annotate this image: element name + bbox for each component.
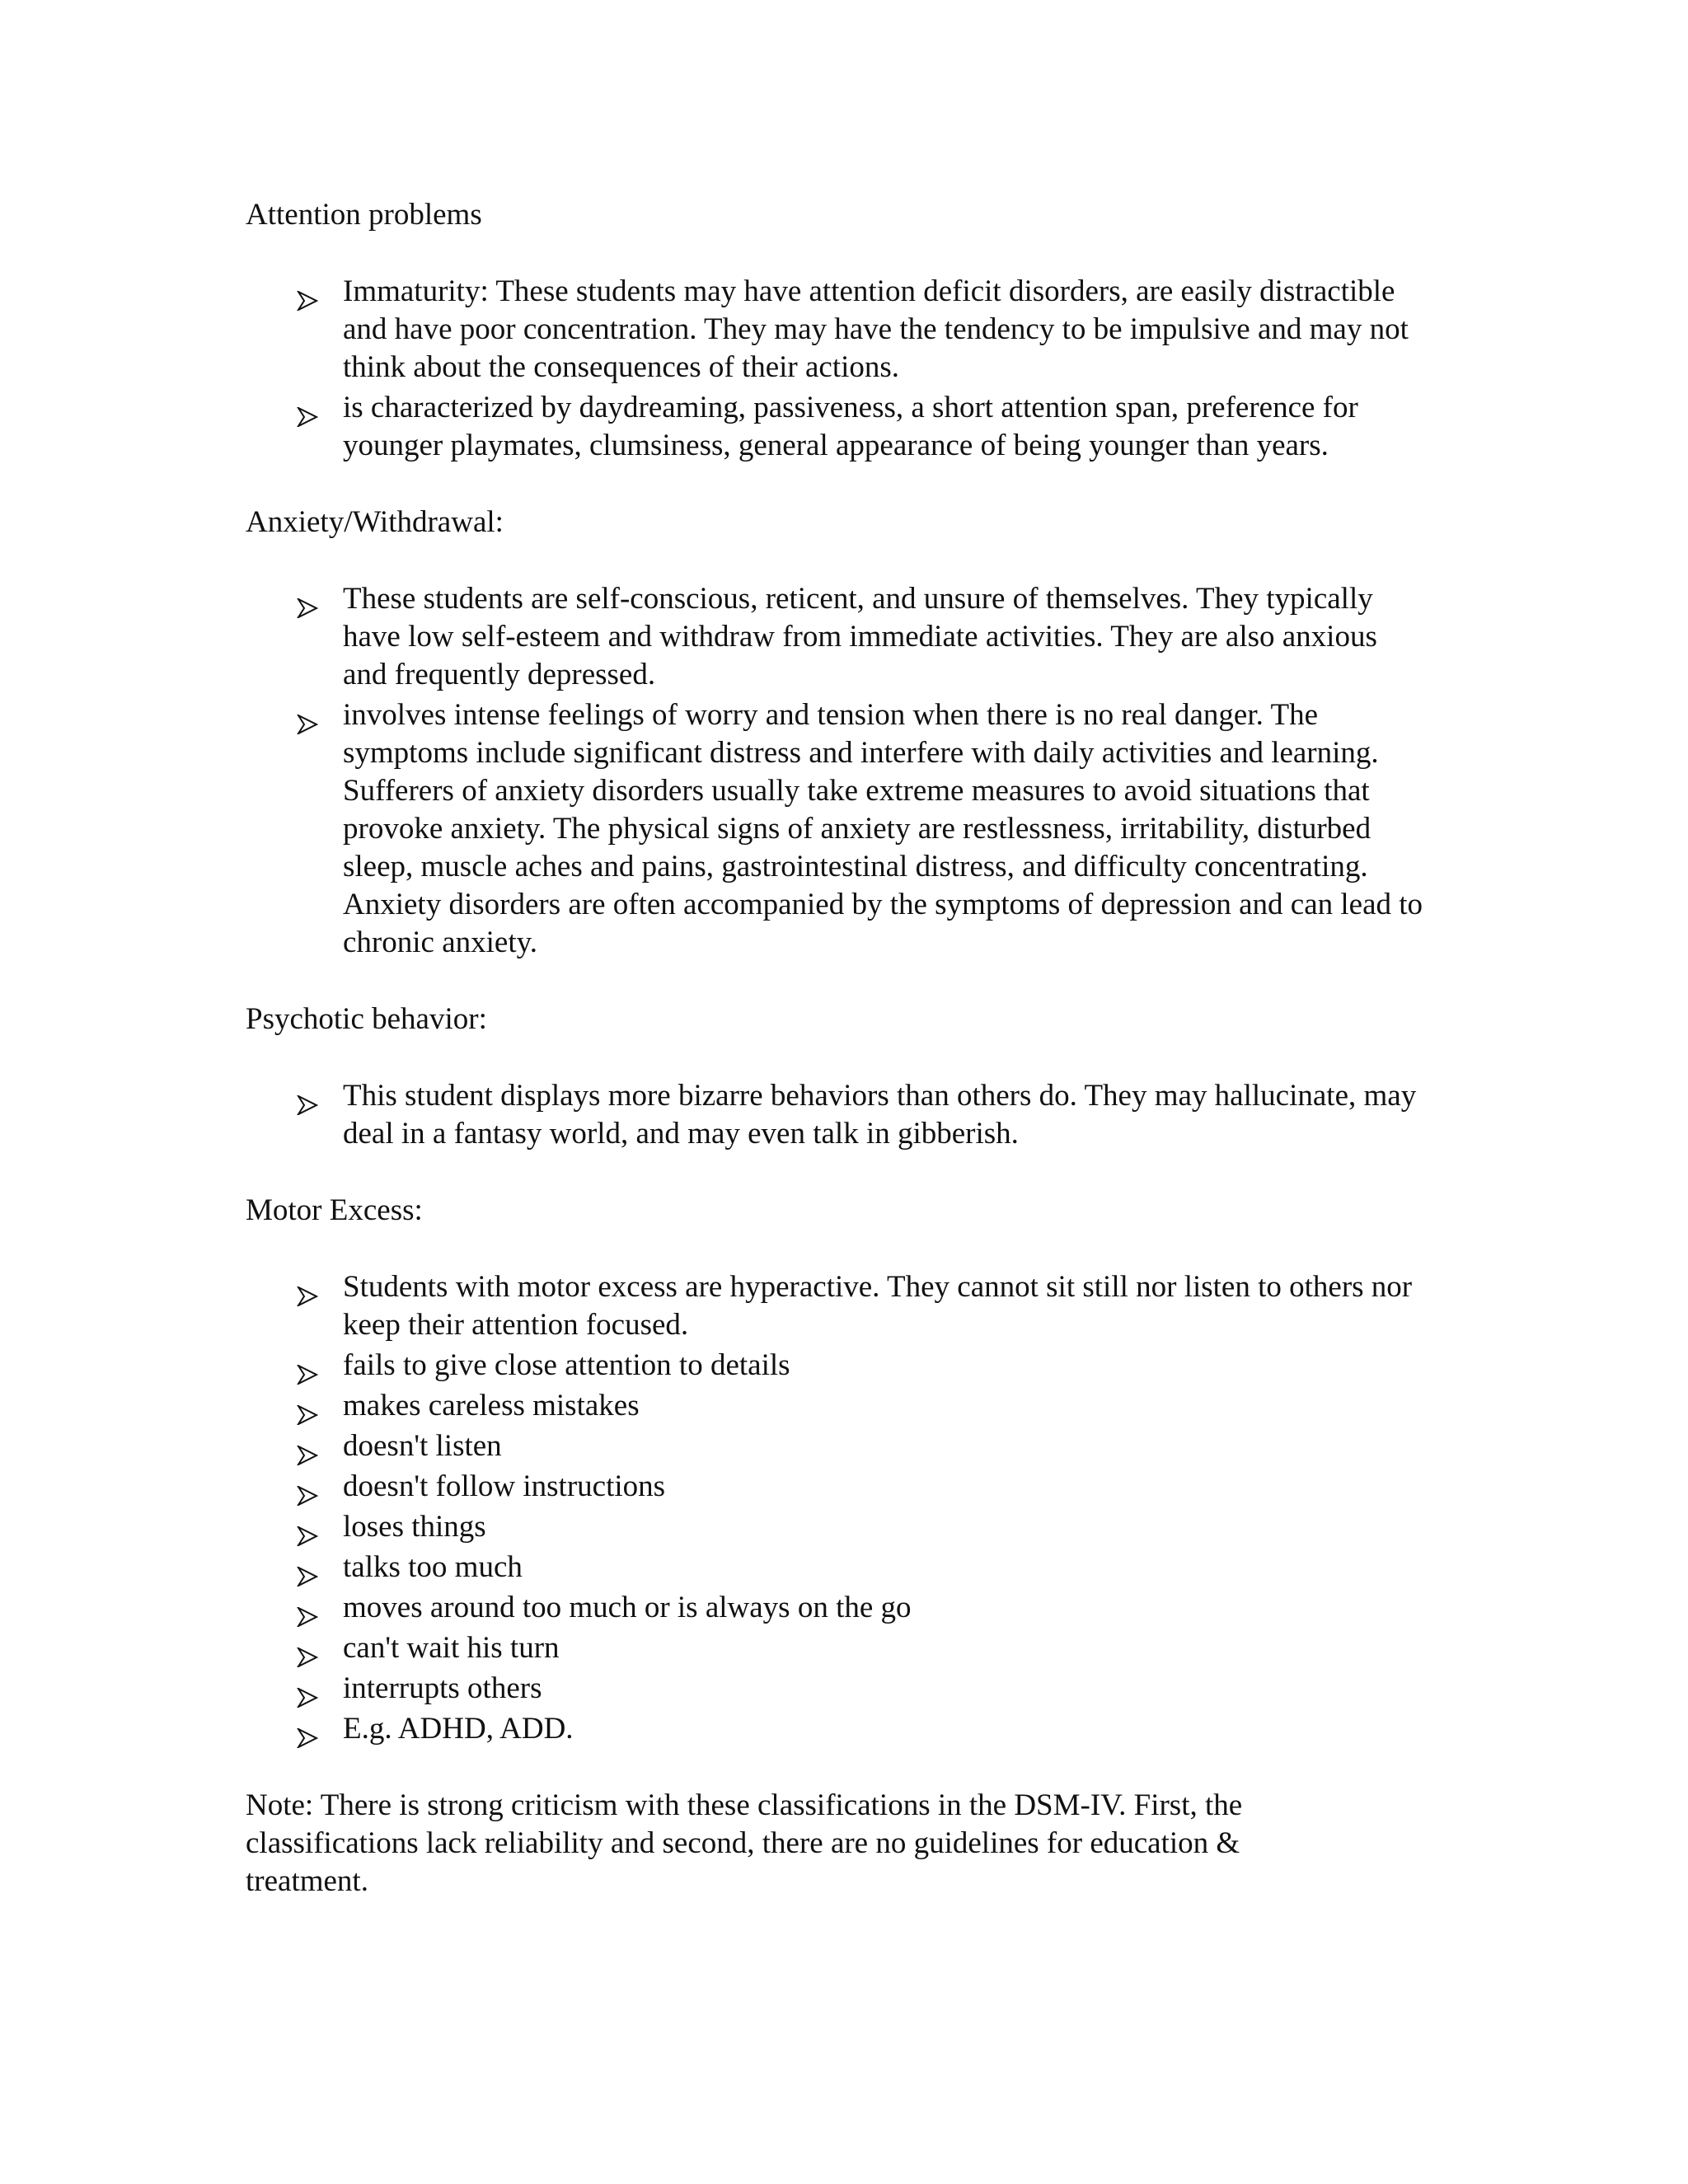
bullet-item bbox=[246, 1710, 1424, 1748]
bullet-text: Immaturity: These students may have attention deficit disorders, are easily distractible and have poor concentration. They may have the tendency to be impulsive and may not think about the consequences of their actions. bbox=[343, 274, 1409, 384]
sections-container bbox=[246, 196, 1424, 1748]
bullet-item bbox=[246, 1670, 1424, 1708]
bullet-item bbox=[246, 580, 1424, 694]
document-body bbox=[246, 196, 1424, 1900]
arrowhead-bullet-icon bbox=[297, 1397, 318, 1417]
bullet-text: This student displays more bizarre behaviors than others do. They may hallucinate, may deal in a fantasy world, and may even talk in gibberish. bbox=[343, 1079, 1417, 1151]
section-heading: Psychotic behavior: bbox=[246, 1002, 487, 1036]
section bbox=[246, 196, 1424, 465]
section-heading: Motor Excess: bbox=[246, 1193, 423, 1227]
bullet-text: talks too much bbox=[343, 1550, 523, 1584]
bullet-text: E.g. ADHD, ADD. bbox=[343, 1712, 574, 1746]
bullet-list bbox=[246, 1077, 1424, 1153]
bullet-text: makes careless mistakes bbox=[343, 1389, 640, 1422]
bullet-text: loses things bbox=[343, 1510, 486, 1544]
arrowhead-bullet-icon bbox=[297, 1087, 318, 1107]
section-heading: Attention problems bbox=[246, 198, 482, 232]
arrowhead-bullet-icon bbox=[297, 1357, 318, 1376]
bullet-item bbox=[246, 1347, 1424, 1385]
arrowhead-bullet-icon bbox=[297, 1680, 318, 1699]
bullet-item bbox=[246, 1549, 1424, 1586]
section bbox=[246, 1192, 1424, 1748]
arrowhead-bullet-icon bbox=[297, 1478, 318, 1497]
bullet-text: doesn't listen bbox=[343, 1429, 502, 1463]
bullet-text: interrupts others bbox=[343, 1671, 542, 1705]
bullet-text: Students with motor excess are hyperactive. They cannot sit still nor listen to others nor keep their attention focused. bbox=[343, 1270, 1413, 1342]
bullet-text: can't wait his turn bbox=[343, 1631, 560, 1665]
arrowhead-bullet-icon bbox=[297, 1639, 318, 1659]
arrowhead-bullet-icon bbox=[297, 1558, 318, 1578]
arrowhead-bullet-icon bbox=[297, 1518, 318, 1538]
arrowhead-bullet-icon bbox=[297, 1278, 318, 1298]
bullet-text: involves intense feelings of worry and tension when there is no real danger. The symptoms include significant distress and interfere with daily activities and learning. Sufferers of anxiety disorders usually take extreme measures to avoid situations that provoke anxiety. The physical signs of anxiety are restlessness, irritability, disturbed sleep, muscle aches and pains, gastrointestinal distress, and difficulty concentrating. Anxiety disorders are often accompanied by the symptoms of depression and can lead to chronic anxiety. bbox=[343, 698, 1423, 959]
bullet-item bbox=[246, 1589, 1424, 1627]
bullet-item bbox=[246, 1468, 1424, 1506]
bullet-item bbox=[246, 1629, 1424, 1667]
arrowhead-bullet-icon bbox=[297, 706, 318, 726]
note-paragraph: Note: There is strong criticism with these classifications in the DSM-IV. First, the classifications lack reliability and second, there are no guidelines for education & treatment. bbox=[246, 1788, 1243, 1898]
bullet-item bbox=[246, 696, 1424, 962]
bullet-list bbox=[246, 1268, 1424, 1748]
bullet-item bbox=[246, 389, 1424, 465]
arrowhead-bullet-icon bbox=[297, 1437, 318, 1457]
bullet-list bbox=[246, 273, 1424, 465]
arrowhead-bullet-icon bbox=[297, 1720, 318, 1740]
arrowhead-bullet-icon bbox=[297, 399, 318, 419]
bullet-item bbox=[246, 1077, 1424, 1153]
bullet-text: fails to give close attention to details bbox=[343, 1348, 790, 1382]
arrowhead-bullet-icon bbox=[297, 1599, 318, 1619]
section bbox=[246, 504, 1424, 962]
bullet-item bbox=[246, 1387, 1424, 1425]
section-heading: Anxiety/Withdrawal: bbox=[246, 505, 504, 539]
bullet-text: moves around too much or is always on the go bbox=[343, 1591, 912, 1624]
bullet-item bbox=[246, 1508, 1424, 1546]
arrowhead-bullet-icon bbox=[297, 283, 318, 302]
section bbox=[246, 1001, 1424, 1153]
bullet-item bbox=[246, 273, 1424, 387]
bullet-text: doesn't follow instructions bbox=[343, 1469, 666, 1503]
bullet-text: is characterized by daydreaming, passiveness, a short attention span, preference for younger playmates, clumsiness, general appearance of being younger than years. bbox=[343, 391, 1358, 462]
bullet-list bbox=[246, 580, 1424, 962]
bullet-item bbox=[246, 1268, 1424, 1344]
arrowhead-bullet-icon bbox=[297, 590, 318, 610]
bullet-item bbox=[246, 1427, 1424, 1465]
bullet-text: These students are self-conscious, reticent, and unsure of themselves. They typically have low self-esteem and withdraw from immediate activities. They are also anxious and frequently depressed. bbox=[343, 582, 1377, 691]
